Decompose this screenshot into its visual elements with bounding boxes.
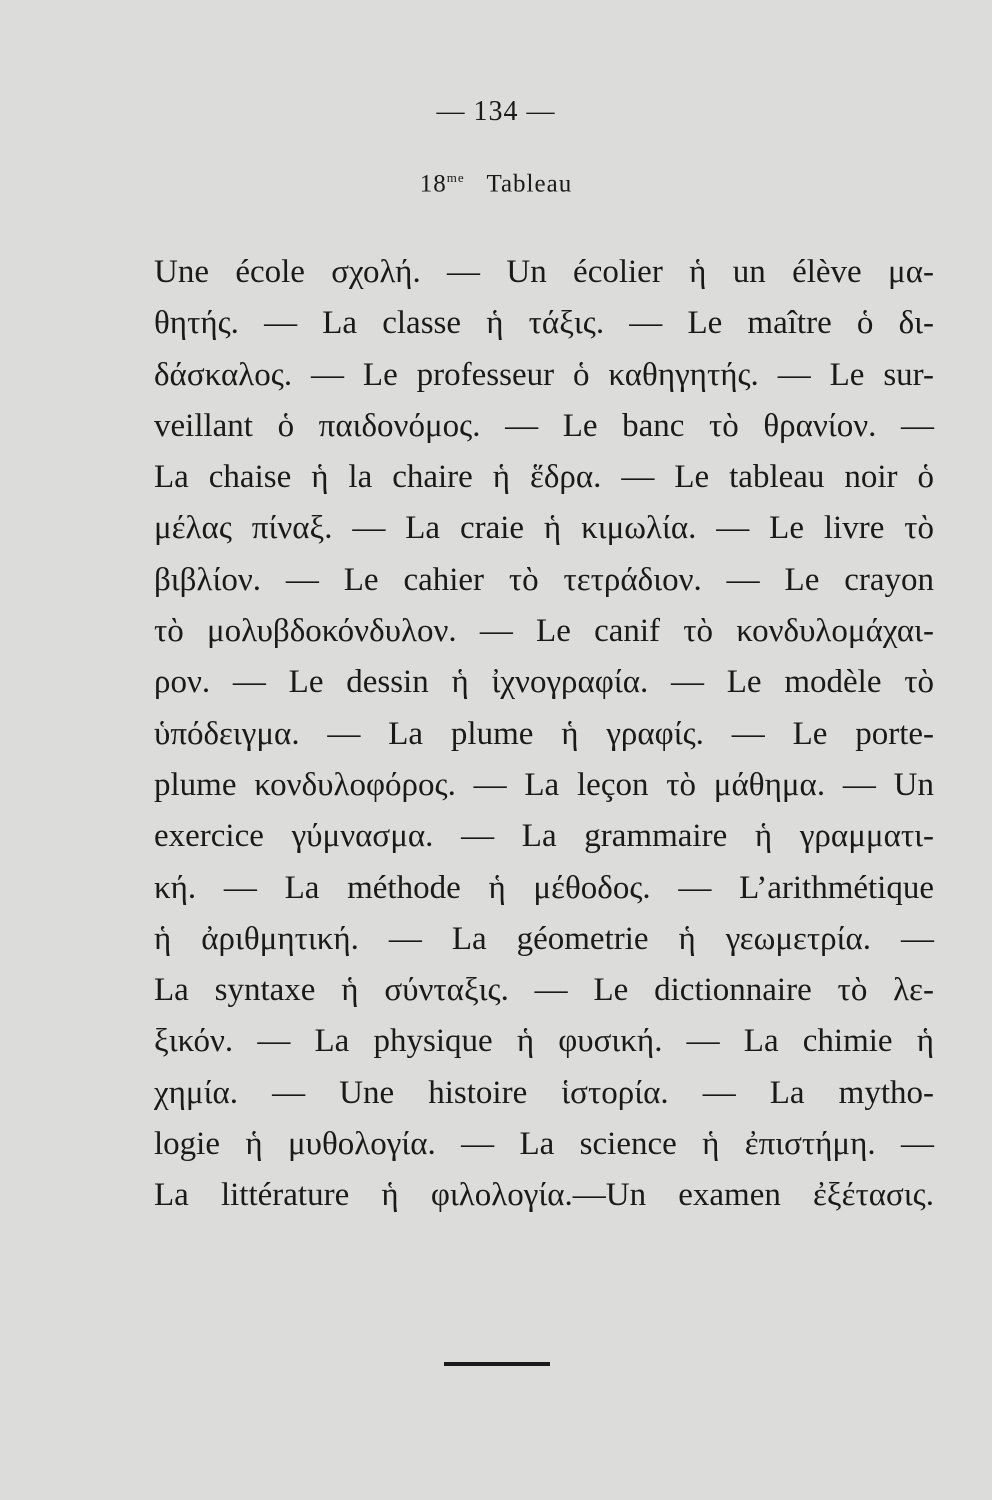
text-line: κή. — La méthode ἡ μέθοδος. — L’arithmétique xyxy=(154,869,934,906)
text-line: ἡ ἀριθμητική. — La géometrie ἡ γεωμετρία. — xyxy=(154,920,934,957)
text-line: La littérature ἡ φιλολογία.—Un examen ἐξέτασις. xyxy=(154,1177,934,1214)
text-line: plume κονδυλοφόρος. — La leçon τὸ μάθημα. — Un xyxy=(154,766,934,803)
page-number: — 134 — xyxy=(436,96,556,127)
end-rule xyxy=(444,1362,550,1366)
text-line: logie ἡ μυθολογία. — La science ἡ ἐπιστήμη. — xyxy=(154,1126,934,1163)
vocabulary-paragraph xyxy=(154,252,934,1227)
section-title xyxy=(0,170,992,198)
text-line: exercice γύμνασμα. — La grammaire ἡ γραμματι- xyxy=(154,818,934,855)
text-line: βιβλίον. — Le cahier τὸ τετράδιον. — Le crayon xyxy=(154,561,934,598)
text-line: Une école σχολή. — Un écolier ἡ un élève μα- xyxy=(154,254,934,290)
text-line: ὑπόδειγμα. — La plume ἡ γραφίς. — Le porte- xyxy=(154,715,934,752)
text-line: χημία. — Une histoire ἱστορία. — La mytho- xyxy=(154,1074,934,1111)
text-line: θητής. — La classe ἡ τάξις. — Le maître ὁ δι- xyxy=(154,305,934,342)
text-line: ξικόν. — La physique ἡ φυσική. — La chimie ἡ xyxy=(154,1023,934,1060)
text-line: τὸ μολυβδοκόνδυλον. — Le canif τὸ κονδυλομάχαι- xyxy=(154,613,934,650)
text-line: veillant ὁ παιδονόμος. — Le banc τὸ θρανίον. — xyxy=(154,407,934,444)
text-line: μέλας πίναξ. — La craie ἡ κιμωλία. — Le livre τὸ xyxy=(154,510,934,547)
text-line: La chaise ἡ la chaire ἡ ἕδρα. — Le tableau noir ὁ xyxy=(154,459,934,496)
section-ordinal-suffix: me xyxy=(446,170,465,185)
section-title-word: Tableau xyxy=(486,170,573,198)
text-line: La syntaxe ἡ σύνταξις. — Le dictionnaire τὸ λε- xyxy=(154,972,934,1009)
text-line: ρον. — Le dessin ἡ ἰχνογραφία. — Le modèle τὸ xyxy=(154,664,934,701)
section-ordinal: 18 xyxy=(419,170,447,198)
text-line: δάσκαλος. — Le professeur ὁ καθηγητής. — Le sur- xyxy=(154,356,934,393)
